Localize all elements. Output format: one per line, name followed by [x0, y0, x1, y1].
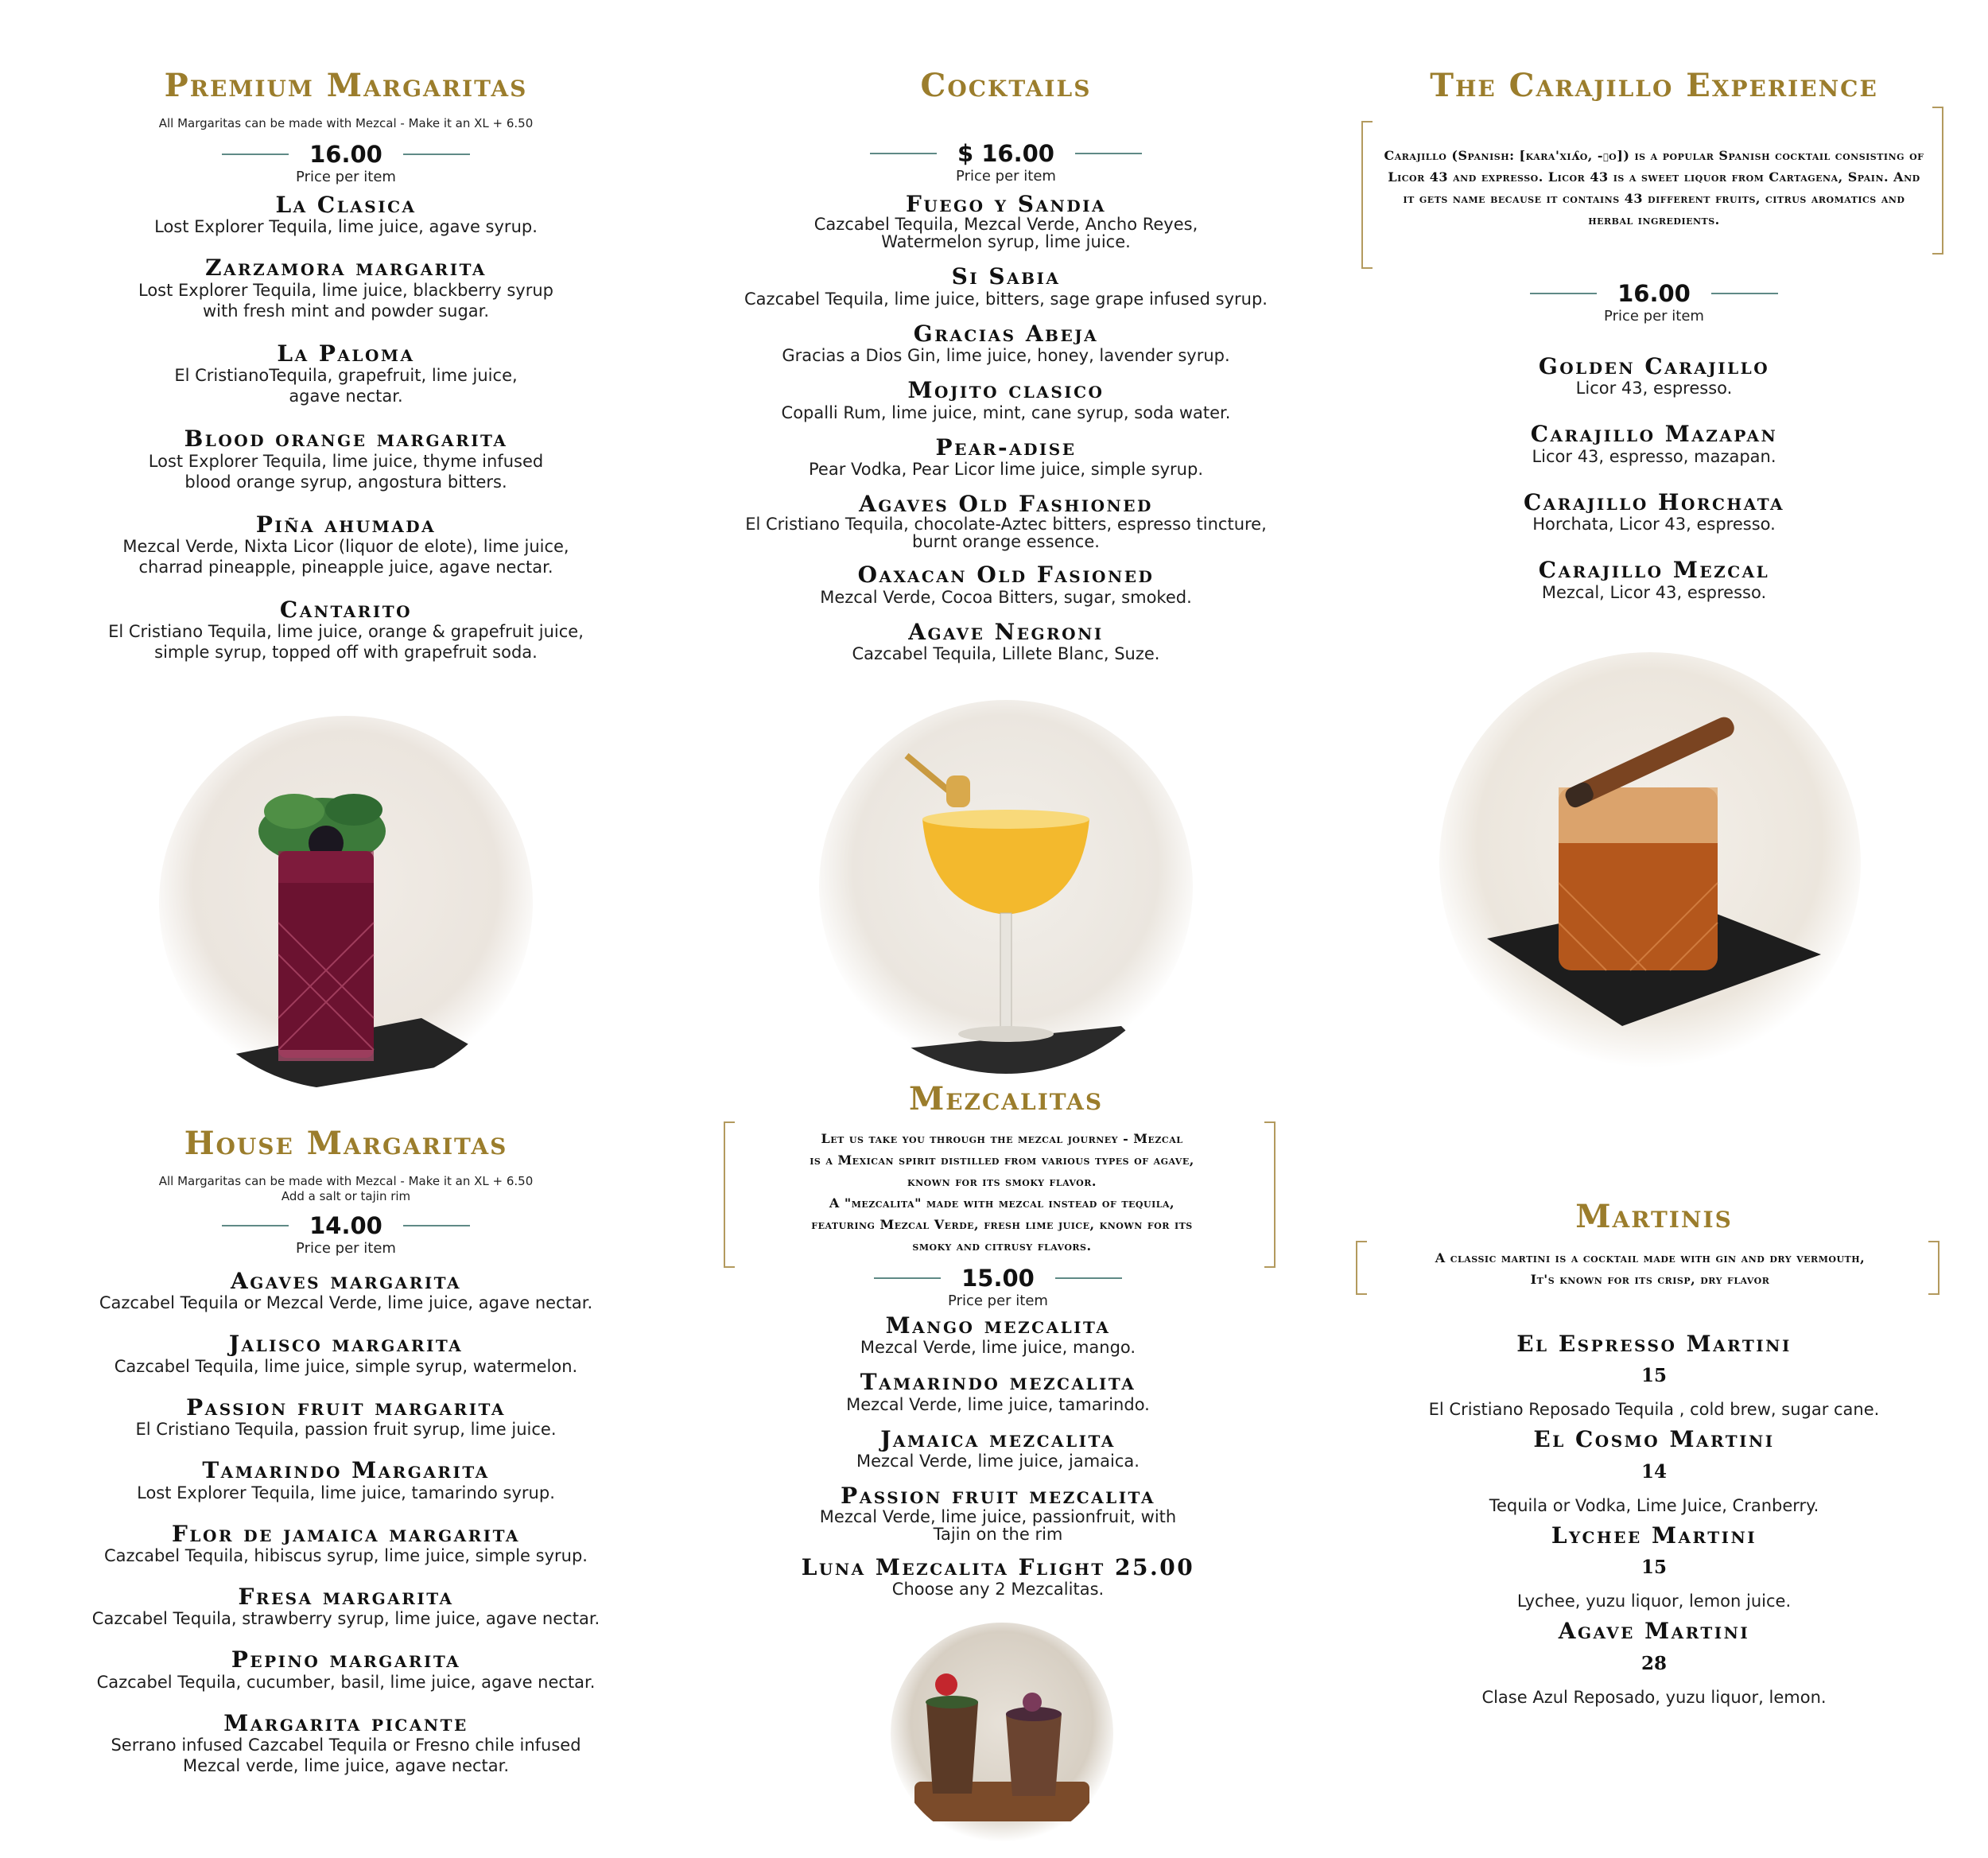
item-desc: Cazcabel Tequila, strawberry syrup, lime juice, agave nectar.	[91, 1609, 600, 1629]
item-name: Agaves margarita	[231, 1268, 461, 1294]
menu-item	[1364, 1619, 1944, 1707]
item-name: Carajillo Horchata	[1523, 488, 1785, 515]
section-title: Premium Margaritas	[164, 67, 528, 104]
item-name: Luna Mezcalita Flight 25.00	[801, 1553, 1195, 1580]
item-name: Jamaica mezcalita	[880, 1425, 1116, 1452]
item-desc: Lost Explorer Tequila, lime juice, blackberry syrup with fresh mint and powder sugar.	[138, 280, 553, 321]
yellow-cocktail-photo	[819, 700, 1193, 1074]
item-name: Fresa margarita	[238, 1583, 454, 1610]
divider	[1530, 293, 1597, 294]
bracket-right	[1264, 1121, 1276, 1268]
menu-item	[64, 1459, 628, 1502]
item-name: Passion fruit margarita	[186, 1394, 506, 1421]
menu-item	[708, 1370, 1288, 1414]
item-name: Piña ahumada	[255, 511, 437, 538]
section-note: All Margaritas can be made with Mezcal - Make it an XL + 6.50	[158, 116, 534, 130]
menu-item	[147, 342, 545, 406]
mezcalitas-intro	[744, 1128, 1260, 1257]
item-price: 15	[1640, 1365, 1667, 1387]
item-desc: Mezcal Verde, lime juice, passionfruit, with Tajin on the rim	[819, 1506, 1177, 1544]
intro-line: A classic martini is a cocktail made with gin and dry vermouth,	[1435, 1250, 1866, 1265]
item-desc: Mezcal Verde, lime juice, mango.	[860, 1338, 1136, 1358]
item-name: Zarzamora margarita	[205, 255, 487, 282]
item-name: Lychee Martini	[1551, 1522, 1757, 1549]
item-name: La Paloma	[277, 340, 415, 367]
section-price: 16.00	[1617, 280, 1691, 307]
menu-item	[716, 620, 1296, 664]
item-desc: Cazcabel Tequila, lime juice, bitters, sage grape infused syrup.	[744, 289, 1268, 309]
item-price: 28	[1640, 1652, 1667, 1674]
premium-margaritas-section	[64, 67, 628, 663]
menu-item	[716, 322, 1296, 366]
menu-item	[64, 1396, 628, 1440]
divider	[870, 153, 937, 154]
section-title: The Carajillo Experience	[1430, 67, 1878, 104]
item-name: Gracias Abeja	[913, 320, 1099, 347]
menu-item	[123, 427, 569, 492]
item-name: El Espresso Martini	[1516, 1331, 1792, 1357]
menu-item	[64, 1332, 628, 1376]
carajillo-intro: Carajillo (Spanish: [kara'xiʎo, -ʝo]) is a popular Spanish cocktail consisting of Licor 43 and expresso. Licor 43 is a sweet liquor from Cartagena, Spain. And it gets name because it contains 43 different fruits, citrus aromatics and herbal ingredients.	[1384, 148, 1924, 227]
item-name: Flor de jamaica margarita	[172, 1520, 520, 1547]
menu-item	[716, 563, 1296, 607]
divider	[403, 1225, 470, 1226]
item-name: Tamarindo Margarita	[202, 1457, 490, 1484]
item-desc: Horchata, Licor 43, espresso.	[1532, 515, 1776, 534]
item-price: 14	[1640, 1460, 1667, 1483]
bracket-right	[1932, 107, 1943, 255]
menu-item	[716, 265, 1296, 309]
item-desc: Mezcal Verde, lime juice, jamaica.	[856, 1452, 1140, 1471]
price-label: Price per item	[1604, 308, 1704, 325]
menu-item	[1364, 488, 1944, 534]
item-desc: Cazcabel Tequila, Lillete Blanc, Suze.	[852, 644, 1160, 664]
menu-item	[91, 1709, 600, 1776]
menu-item	[123, 193, 569, 237]
item-desc: Licor 43, espresso, mazapan.	[1532, 446, 1776, 466]
divider	[222, 154, 289, 155]
menu-item	[799, 192, 1213, 251]
carajillo-section	[1364, 67, 1944, 104]
item-desc: Lost Explorer Tequila, lime juice, tamarindo syrup.	[137, 1483, 555, 1502]
menu-item	[1364, 1332, 1944, 1420]
divider	[1075, 153, 1142, 154]
item-name: Mango mezcalita	[885, 1312, 1111, 1339]
item-name: Cantarito	[279, 596, 413, 623]
menu-item	[1364, 422, 1944, 466]
menu-item	[64, 1522, 628, 1566]
menu-item	[1364, 558, 1944, 602]
red-margarita-photo	[159, 716, 533, 1090]
mezcalita-flight-photo	[891, 1623, 1113, 1845]
carajillo-menu	[1364, 280, 1944, 603]
menu-item	[815, 1484, 1181, 1542]
item-desc: Clase Azul Reposado, yuzu liquor, lemon.	[1481, 1687, 1827, 1707]
menu-item	[1364, 355, 1944, 398]
item-name: Tamarindo mezcalita	[860, 1369, 1136, 1396]
bracket-left	[724, 1121, 735, 1268]
item-desc: Gracias a Dios Gin, lime juice, honey, lavender syrup.	[782, 346, 1230, 366]
section-title: Mezcalitas	[908, 1080, 1104, 1118]
price-label: Price per item	[948, 1292, 1048, 1309]
menu-item	[91, 513, 600, 577]
divider	[874, 1277, 941, 1279]
section-price: 14.00	[309, 1212, 382, 1239]
carajillo-photo	[1439, 652, 1861, 1074]
item-desc: Cazcabel Tequila, Mezcal Verde, Ancho Reyes, Watermelon syrup, lime juice.	[813, 215, 1198, 252]
intro-line: smoky and citrusy flavors.	[912, 1238, 1092, 1254]
cocktails-section	[716, 67, 1296, 664]
price-label: Price per item	[296, 169, 396, 185]
menu-item	[107, 598, 584, 663]
item-name: Blood orange margarita	[184, 426, 508, 453]
section-note: All Margaritas can be made with Mezcal - Make it an XL + 6.50	[158, 1174, 534, 1188]
price-row	[708, 1265, 1288, 1292]
item-price: 15	[1640, 1557, 1667, 1579]
item-desc: Choose any 2 Mezcalitas.	[891, 1579, 1105, 1599]
menu-item	[708, 1425, 1288, 1471]
item-name: Pear-adise	[935, 433, 1077, 461]
item-desc: Lost Explorer Tequila, lime juice, thyme infused blood orange syrup, angostura bitters.	[148, 451, 544, 492]
intro-line: Let us take you through the mezcal journey - Mezcal	[821, 1131, 1183, 1146]
bracket-left	[1361, 121, 1373, 269]
clay-cups-icon	[891, 1623, 1113, 1845]
menu-item	[728, 492, 1284, 550]
item-desc: Serrano infused Cazcabel Tequila or Fresno chile infused Mezcal verde, lime juice, agave nectar.	[111, 1736, 581, 1776]
divider	[1055, 1277, 1122, 1279]
intro-line: known for its smoky flavor.	[907, 1174, 1097, 1189]
section-price: 15.00	[961, 1265, 1035, 1292]
menu-item	[716, 379, 1296, 422]
item-name: Margarita picante	[223, 1709, 468, 1736]
mezcalitas-menu	[708, 1265, 1288, 1600]
item-desc: Copalli Rum, lime juice, mint, cane syrup, soda water.	[781, 402, 1231, 422]
bracket-right	[1928, 1241, 1939, 1295]
divider	[222, 1225, 289, 1226]
item-desc: Mezcal Verde, Nixta Licor (liquor de elote), lime juice, charrad pineapple, pineapple juice, agave nectar.	[122, 536, 569, 577]
item-name: La Clasica	[275, 192, 417, 218]
section-title: Martinis	[1575, 1198, 1733, 1235]
item-desc: El Cristiano Reposado Tequila , cold brew, sugar cane.	[1428, 1400, 1880, 1420]
intro-line: It's known for its crisp, dry flavor	[1530, 1272, 1770, 1287]
menu-item	[1364, 1524, 1944, 1611]
price-row	[1364, 280, 1944, 307]
item-desc: Mezcal Verde, lime juice, tamarindo.	[846, 1394, 1150, 1414]
menu-item	[1364, 1428, 1944, 1515]
item-name: Oaxacan Old Fasioned	[857, 562, 1155, 589]
house-margaritas-section	[64, 1125, 628, 1776]
item-name: Agaves Old Fashioned	[859, 490, 1153, 517]
item-desc: Lost Explorer Tequila, lime juice, agave syrup.	[154, 217, 538, 237]
menu-item	[64, 1585, 628, 1629]
item-desc: Mezcal, Licor 43, espresso.	[1541, 582, 1767, 602]
section-note-2: Add a salt or tajin rim	[281, 1189, 411, 1203]
mezcalitas-section	[716, 1080, 1296, 1118]
menu-item	[64, 1648, 628, 1692]
item-desc: El Cristiano Tequila, chocolate-Aztec bitters, espresso tincture, burnt orange essence.	[745, 515, 1267, 552]
item-desc: Lychee, yuzu liquor, lemon juice.	[1516, 1592, 1792, 1611]
price-row	[64, 141, 628, 168]
item-desc: Cazcabel Tequila or Mezcal Verde, lime juice, agave nectar.	[99, 1293, 593, 1313]
item-desc: Cazcabel Tequila, hibiscus syrup, lime juice, simple syrup.	[104, 1545, 588, 1565]
intro-line: A "mezcalita" made with mezcal instead of tequila,	[829, 1195, 1175, 1211]
item-desc: Mezcal Verde, Cocoa Bitters, sugar, smoked.	[820, 587, 1192, 607]
drink-glass-icon	[159, 716, 533, 1090]
section-title: House Margaritas	[184, 1125, 508, 1162]
price-row	[716, 140, 1296, 167]
martinis-menu	[1364, 1332, 1944, 1708]
item-desc: Licor 43, espresso.	[1575, 379, 1733, 398]
item-name: Jalisco margarita	[228, 1331, 464, 1358]
price-label: Price per item	[956, 168, 1056, 185]
item-name: Fuego y Sandia	[905, 191, 1107, 217]
item-name: Agave Martini	[1558, 1618, 1750, 1645]
item-name: Golden Carajillo	[1538, 353, 1770, 379]
item-name: Passion fruit mezcalita	[841, 1483, 1155, 1510]
item-desc: El Cristiano Tequila, lime juice, orange & grapefruit juice, simple syrup, topped off with grapefruit soda.	[108, 622, 584, 663]
item-name: Mojito clasico	[907, 377, 1105, 404]
menu-item	[64, 1269, 628, 1313]
price-label: Price per item	[296, 1240, 396, 1257]
menu-item	[716, 433, 1296, 480]
item-desc: Cazcabel Tequila, lime juice, simple syrup, watermelon.	[114, 1356, 578, 1376]
section-title: Cocktails	[920, 67, 1092, 104]
item-desc: Tequila or Vodka, Lime Juice, Cranberry.	[1489, 1495, 1819, 1515]
intro-line: is a Mexican spirit distilled from various types of agave,	[810, 1153, 1194, 1168]
item-name: Agave Negroni	[908, 618, 1104, 645]
divider	[1711, 293, 1778, 294]
coupe-glass-icon	[819, 700, 1193, 1074]
item-desc: El Cristiano Tequila, passion fruit syrup, lime juice.	[135, 1420, 557, 1440]
section-price: 16.00	[309, 141, 382, 168]
item-name: Si Sabia	[951, 263, 1061, 290]
item-desc: El CristianoTequila, grapefruit, lime juice, agave nectar.	[174, 366, 518, 406]
divider	[403, 154, 470, 155]
item-name: El Cosmo Martini	[1533, 1426, 1775, 1453]
section-price: $ 16.00	[957, 140, 1054, 167]
menu-item	[708, 1314, 1288, 1358]
intro-line: featuring Mezcal Verde, fresh lime juice, known for its	[811, 1217, 1193, 1232]
item-name: Carajillo Mezcal	[1538, 557, 1770, 584]
price-row	[64, 1212, 628, 1239]
item-name: Pepino margarita	[231, 1646, 461, 1673]
martinis-intro	[1376, 1247, 1924, 1290]
rocks-glass-icon	[1439, 652, 1861, 1074]
menu-item	[123, 256, 569, 321]
menu-item	[708, 1553, 1288, 1600]
martinis-section	[1364, 1198, 1944, 1235]
item-name: Carajillo Mazapan	[1530, 421, 1778, 448]
bracket-left	[1356, 1241, 1367, 1295]
item-desc: Pear Vodka, Pear Licor lime juice, simple syrup.	[808, 459, 1203, 479]
item-desc: Cazcabel Tequila, cucumber, basil, lime juice, agave nectar.	[96, 1672, 596, 1692]
